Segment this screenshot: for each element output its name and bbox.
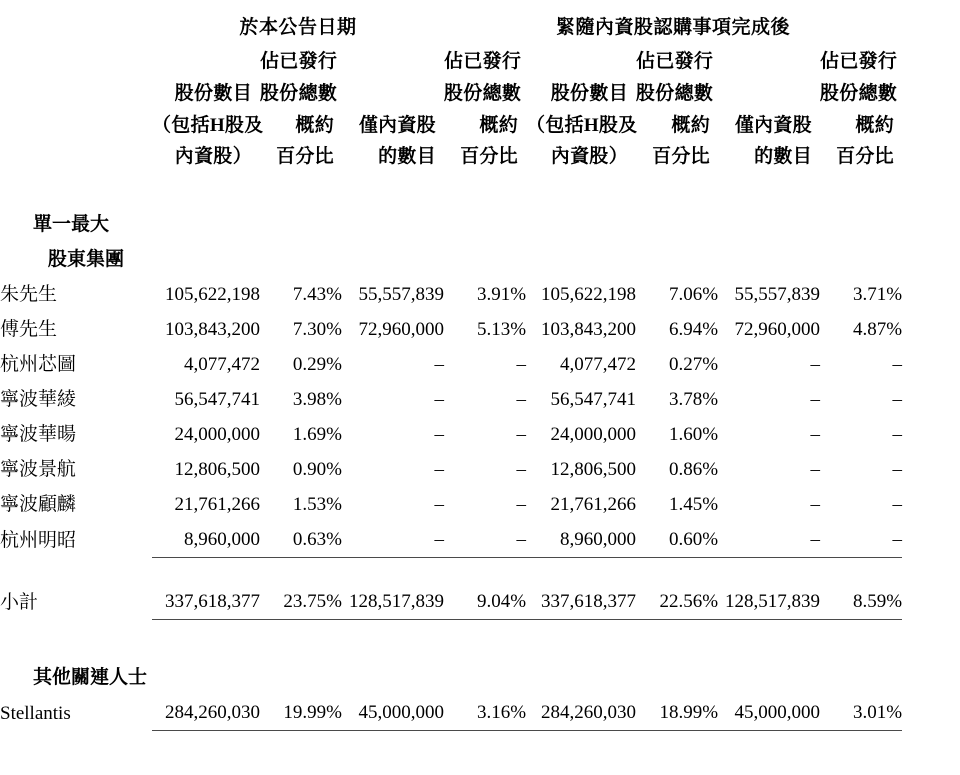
group-header-label: 緊隨內資股認購事項完成後: [556, 17, 791, 38]
row-value: –: [516, 494, 527, 516]
row-value: 8,960,000: [526, 522, 636, 558]
column-header-col1: [152, 46, 264, 174]
right-gutter: [902, 312, 960, 347]
column-header-line: 概約: [671, 114, 711, 136]
column-header-line: 佔已發行: [820, 50, 898, 72]
group-header-cell-1: [526, 16, 820, 46]
row-value: 21,761,266: [550, 494, 637, 516]
row-label: 寧波景航: [0, 459, 77, 481]
column-header-stack: [820, 46, 902, 174]
row-value: 6.94%: [668, 319, 719, 341]
row-value: –: [892, 354, 903, 376]
row-value: –: [444, 522, 526, 558]
column-header-line: 百分比: [460, 146, 519, 168]
column-header-line: 概約: [295, 114, 334, 136]
row-value: 12,806,500: [550, 459, 637, 481]
section-title-pad: [526, 242, 636, 277]
row-label: 寧波顧麟: [0, 494, 77, 516]
row-value: 103,843,200: [541, 319, 637, 341]
right-gutter: [902, 584, 960, 620]
row-value: 4.87%: [852, 319, 903, 341]
right-gutter: [902, 522, 960, 558]
section-title: 單一最大: [33, 214, 110, 236]
table-row: [0, 277, 960, 312]
table-row: [0, 487, 960, 522]
column-header-line: 股份總數: [636, 82, 714, 104]
section-spacer: [0, 620, 960, 661]
section-title-pad: [718, 660, 820, 695]
column-header-line: 佔已發行: [260, 50, 338, 72]
row-value: 105,622,198: [165, 284, 260, 306]
row-value: 0.27%: [668, 354, 719, 376]
table-row: [0, 347, 960, 382]
section-title-pad: [342, 207, 444, 242]
subtotal-row: [0, 584, 960, 620]
right-gutter: [902, 207, 960, 242]
row-value: 1.53%: [292, 494, 342, 516]
column-header-stack: [444, 46, 526, 174]
section-title-pad: [526, 207, 636, 242]
spacer-cell: [0, 173, 960, 207]
right-gutter: [902, 660, 960, 695]
row-value: 4,077,472: [560, 354, 637, 376]
column-header-line: （包括H股及: [152, 114, 264, 136]
row-value: 19.99%: [260, 695, 342, 731]
column-header-line: 百分比: [652, 146, 711, 168]
right-gutter: [902, 452, 960, 487]
group-header-row: [0, 16, 960, 46]
row-value: 0.90%: [292, 459, 342, 481]
column-header-line: 股份總數: [260, 82, 338, 104]
section-title-pad: [444, 207, 526, 242]
section-title-pad: [636, 242, 718, 277]
row-value: –: [892, 459, 903, 481]
shareholding-table: [0, 16, 960, 731]
row-value: –: [434, 459, 445, 481]
row-value: 1.60%: [668, 424, 719, 446]
section-title-pad: [718, 207, 820, 242]
section-title-pad: [342, 242, 444, 277]
subtotal-value: 337,618,377: [152, 584, 260, 620]
column-header-line: 概約: [855, 114, 895, 136]
table-row: [0, 417, 960, 452]
row-value: 72,960,000: [734, 319, 821, 341]
column-header-col4: [444, 46, 526, 174]
row-value: 4,077,472: [184, 354, 260, 376]
row-value: 105,622,198: [541, 284, 637, 306]
row-value: 3.01%: [820, 695, 902, 731]
row-value: –: [810, 354, 821, 376]
row-value: –: [892, 494, 903, 516]
row-label: Stellantis: [0, 702, 71, 724]
row-value: –: [516, 389, 527, 411]
section-title-pad: [152, 660, 260, 695]
row-value: –: [892, 389, 903, 411]
column-header-stack: [152, 78, 264, 174]
row-value: 0.86%: [668, 459, 719, 481]
row-value: –: [718, 522, 820, 558]
row-value: 0.60%: [636, 522, 718, 558]
row-value: –: [892, 424, 903, 446]
right-gutter: [902, 347, 960, 382]
row-value: 56,547,741: [550, 389, 637, 411]
row-value: 45,000,000: [718, 695, 820, 731]
row-value: 21,761,266: [174, 494, 260, 516]
row-value: –: [810, 424, 821, 446]
row-value: 103,843,200: [165, 319, 260, 341]
subtotal-value: 128,517,839: [342, 584, 444, 620]
section-title-row: [0, 207, 960, 242]
subtotal-value: 8.59%: [820, 584, 902, 620]
row-value: 8,960,000: [152, 522, 260, 558]
right-gutter: [902, 487, 960, 522]
subtotal-value: 23.75%: [260, 584, 342, 620]
row-value: 7.43%: [292, 284, 342, 306]
row-value: 18.99%: [636, 695, 718, 731]
row-value: 0.29%: [292, 354, 342, 376]
section-title-row: [0, 660, 960, 695]
column-header-line: 概約: [479, 114, 519, 136]
column-header-line: 股份數目: [550, 82, 629, 104]
section-title-pad: [260, 207, 342, 242]
column-header-line: 股份總數: [820, 82, 898, 104]
row-value: 24,000,000: [550, 424, 637, 446]
right-gutter: [902, 277, 960, 312]
row-value: –: [810, 459, 821, 481]
column-header-line: 僅內資股: [734, 114, 813, 136]
table-row: [0, 695, 960, 731]
section-title-pad: [260, 660, 342, 695]
row-value: 1.45%: [668, 494, 719, 516]
section-title-pad: [444, 242, 526, 277]
row-value: –: [810, 389, 821, 411]
section-title-pad: [636, 660, 718, 695]
subtotal-value: 9.04%: [444, 584, 526, 620]
row-value: 3.98%: [292, 389, 342, 411]
row-value: 0.63%: [260, 522, 342, 558]
column-header-col5: [526, 46, 636, 174]
spacer-cell: [0, 620, 960, 661]
column-header-col3: [342, 46, 444, 174]
row-label: 寧波華暘: [0, 424, 77, 446]
row-label: 杭州明昭: [0, 529, 77, 551]
section-title-row: [0, 242, 960, 277]
table-row: [0, 522, 960, 558]
column-header-line: 百分比: [276, 146, 334, 168]
row-value: –: [516, 424, 527, 446]
row-value: 3.78%: [668, 389, 719, 411]
right-gutter: [902, 382, 960, 417]
group-header-gutter-mid: [444, 16, 526, 46]
column-header-corner: [0, 46, 152, 174]
header-bottom-spacer: [0, 173, 960, 207]
column-header-line: 佔已發行: [444, 50, 522, 72]
row-value: 7.06%: [668, 284, 719, 306]
column-header-line: 百分比: [836, 146, 895, 168]
row-label: 杭州芯圖: [0, 354, 77, 376]
row-value: 3.71%: [852, 284, 903, 306]
row-value: –: [434, 424, 445, 446]
row-value: 45,000,000: [342, 695, 444, 731]
row-value: –: [820, 522, 902, 558]
row-value: –: [434, 354, 445, 376]
column-header-line: 的數目: [754, 146, 813, 168]
subtotal-value: 22.56%: [636, 584, 718, 620]
row-label: 朱先生: [0, 284, 58, 306]
column-header-line: （包括H股及: [526, 114, 638, 136]
table-row: [0, 452, 960, 487]
column-header-line: 內資股）: [550, 146, 629, 168]
section-title-pad: [526, 660, 636, 695]
row-value: –: [434, 389, 445, 411]
section-title-pad: [636, 207, 718, 242]
group-header-gutter-right: [820, 16, 902, 46]
row-value: 55,557,839: [358, 284, 445, 306]
column-header-col8: [820, 46, 902, 174]
group-header-label: 於本公告日期: [239, 17, 357, 38]
column-header-line: 股份數目: [174, 82, 252, 104]
right-gutter: [902, 16, 960, 46]
column-header-line: 佔已發行: [636, 50, 714, 72]
row-value: 12,806,500: [174, 459, 260, 481]
column-header-row: [0, 46, 960, 174]
row-value: 55,557,839: [734, 284, 821, 306]
section-title-pad: [444, 660, 526, 695]
section-title-pad: [152, 242, 260, 277]
section-title-pad: [820, 207, 902, 242]
column-header-stack: [260, 46, 342, 174]
spacer-cell: [0, 558, 960, 585]
section-title: 股東集團: [48, 249, 125, 271]
column-header-line: 僅內資股: [358, 114, 437, 136]
row-value: –: [516, 354, 527, 376]
group-header-gutter-left: [0, 16, 152, 46]
section-title-pad: [718, 242, 820, 277]
row-value: 3.16%: [444, 695, 526, 731]
section-title-pad: [260, 242, 342, 277]
row-label: 傅先生: [0, 319, 58, 341]
row-value: –: [434, 494, 445, 516]
group-header-cell-0: [152, 16, 444, 46]
row-value: –: [810, 494, 821, 516]
row-value: 24,000,000: [174, 424, 260, 446]
section-title-pad: [820, 660, 902, 695]
row-value: 3.91%: [476, 284, 527, 306]
row-value: 284,260,030: [526, 695, 636, 731]
right-gutter: [902, 417, 960, 452]
subtotal-value: 128,517,839: [718, 584, 820, 620]
column-header-stack: [526, 78, 636, 174]
section-title-pad: [342, 660, 444, 695]
section-title-pad: [820, 242, 902, 277]
subtotal-label: 小計: [0, 591, 39, 613]
row-value: 5.13%: [476, 319, 527, 341]
row-value: 72,960,000: [358, 319, 445, 341]
table-row: [0, 312, 960, 347]
row-value: –: [516, 459, 527, 481]
column-header-line: 的數目: [378, 146, 437, 168]
column-header-line: 內資股）: [174, 146, 252, 168]
row-value: 56,547,741: [174, 389, 260, 411]
column-header-col6: [636, 46, 718, 174]
subtotal-value: 337,618,377: [526, 584, 636, 620]
column-header-stack: [636, 46, 718, 174]
row-value: 7.30%: [292, 319, 342, 341]
right-gutter: [902, 242, 960, 277]
table-row: [0, 382, 960, 417]
section-title-pad: [152, 207, 260, 242]
row-value: 284,260,030: [152, 695, 260, 731]
section-title: 其他關連人士: [33, 667, 148, 689]
subtotal-spacer: [0, 558, 960, 585]
right-gutter: [902, 695, 960, 731]
column-header-line: 股份總數: [444, 82, 522, 104]
row-value: 1.69%: [292, 424, 342, 446]
column-header-col7: [718, 46, 820, 174]
column-header-stack: [718, 110, 820, 174]
column-header-col2: [260, 46, 342, 174]
right-gutter: [902, 46, 960, 174]
column-header-stack: [342, 110, 444, 174]
row-value: –: [342, 522, 444, 558]
row-label: 寧波華綾: [0, 389, 77, 411]
